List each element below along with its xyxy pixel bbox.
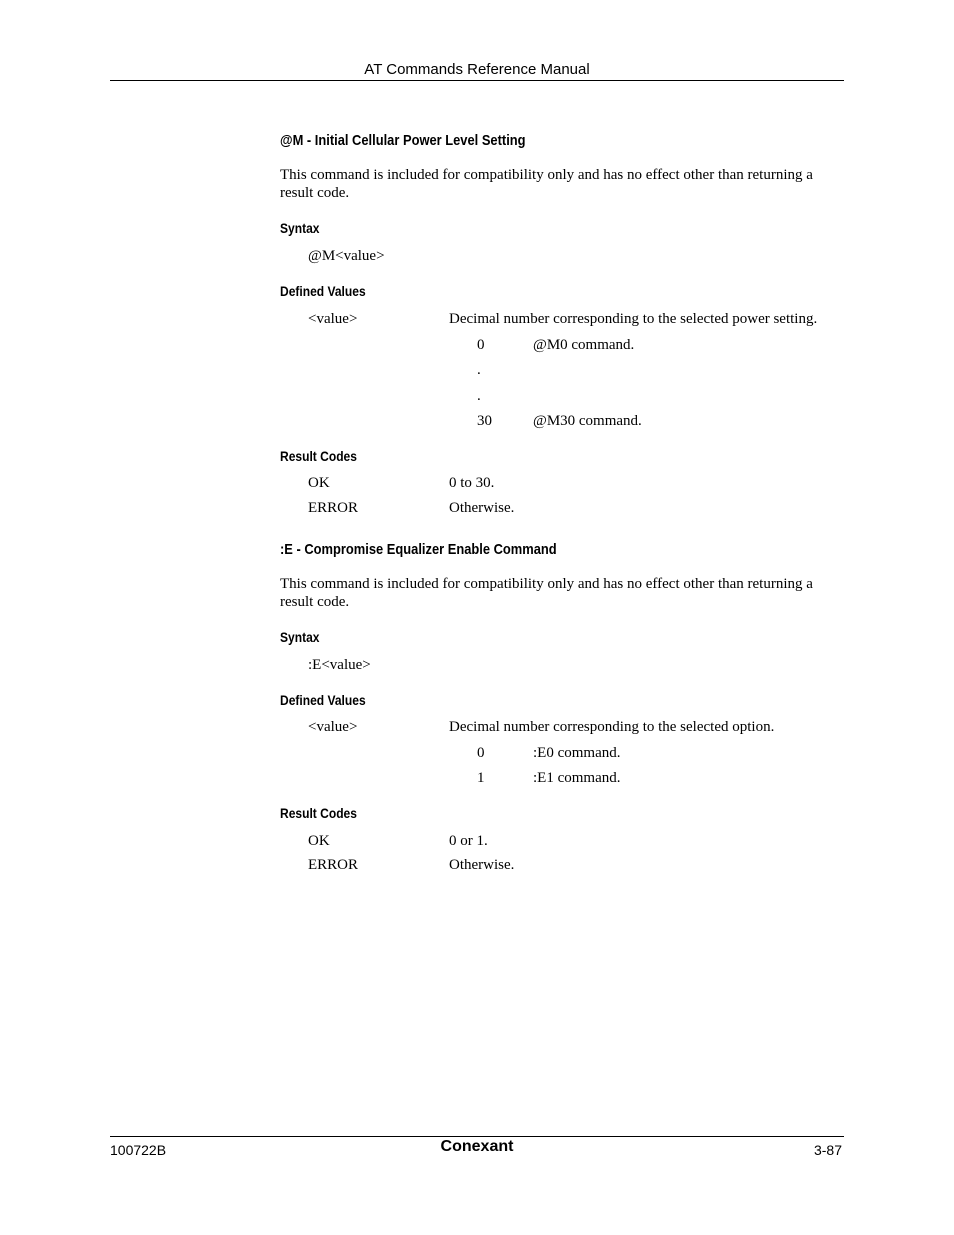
result-code-description: Otherwise.: [449, 500, 515, 516]
value-description: @M0 command.: [533, 337, 635, 353]
footer-doc-number: 100722B: [110, 1142, 167, 1158]
syntax-heading: Syntax: [280, 220, 320, 236]
syntax-text: @M<value>: [308, 248, 385, 264]
result-code: OK: [308, 475, 330, 491]
header-rule: [110, 80, 844, 81]
defined-values-heading: Defined Values: [280, 283, 366, 299]
value-description: :E1 command.: [533, 770, 621, 786]
footer-rule: [110, 1136, 844, 1137]
section-heading: :E - Compromise Equalizer Enable Command: [280, 541, 557, 558]
value-item: 30: [477, 413, 492, 429]
footer-page-number: 3-87: [813, 1142, 842, 1158]
value-item: .: [477, 388, 481, 404]
result-codes-heading: Result Codes: [280, 805, 357, 821]
footer-company: Conexant: [440, 1138, 514, 1155]
result-codes-heading: Result Codes: [280, 448, 357, 464]
result-code: ERROR: [308, 857, 359, 873]
syntax-text: :E<value>: [308, 657, 371, 673]
defined-values-heading: Defined Values: [280, 692, 366, 708]
value-item: 0: [477, 337, 485, 353]
result-code: OK: [308, 833, 330, 849]
value-description: :E0 command.: [533, 745, 621, 761]
section-description: This command is included for compatibility only and has no effect other than returning a result code.: [280, 167, 813, 201]
syntax-heading: Syntax: [280, 629, 320, 645]
value-description: @M30 command.: [533, 413, 642, 429]
result-code: ERROR: [308, 500, 359, 516]
value-item: 1: [477, 770, 485, 786]
result-code-description: 0 to 30.: [449, 475, 495, 491]
param-description: Decimal number corresponding to the selected option.: [449, 719, 775, 735]
result-code-description: 0 or 1.: [449, 833, 488, 849]
value-item: 0: [477, 745, 485, 761]
section-description: This command is included for compatibility only and has no effect other than returning a result code.: [280, 576, 813, 610]
param-name: <value>: [308, 311, 358, 327]
param-description: Decimal number corresponding to the selected power setting.: [449, 311, 818, 327]
param-name: <value>: [308, 719, 358, 735]
header-title: AT Commands Reference Manual: [364, 61, 590, 78]
value-item: .: [477, 362, 481, 378]
section-heading: @M - Initial Cellular Power Level Setting: [280, 132, 526, 149]
result-code-description: Otherwise.: [449, 857, 515, 873]
